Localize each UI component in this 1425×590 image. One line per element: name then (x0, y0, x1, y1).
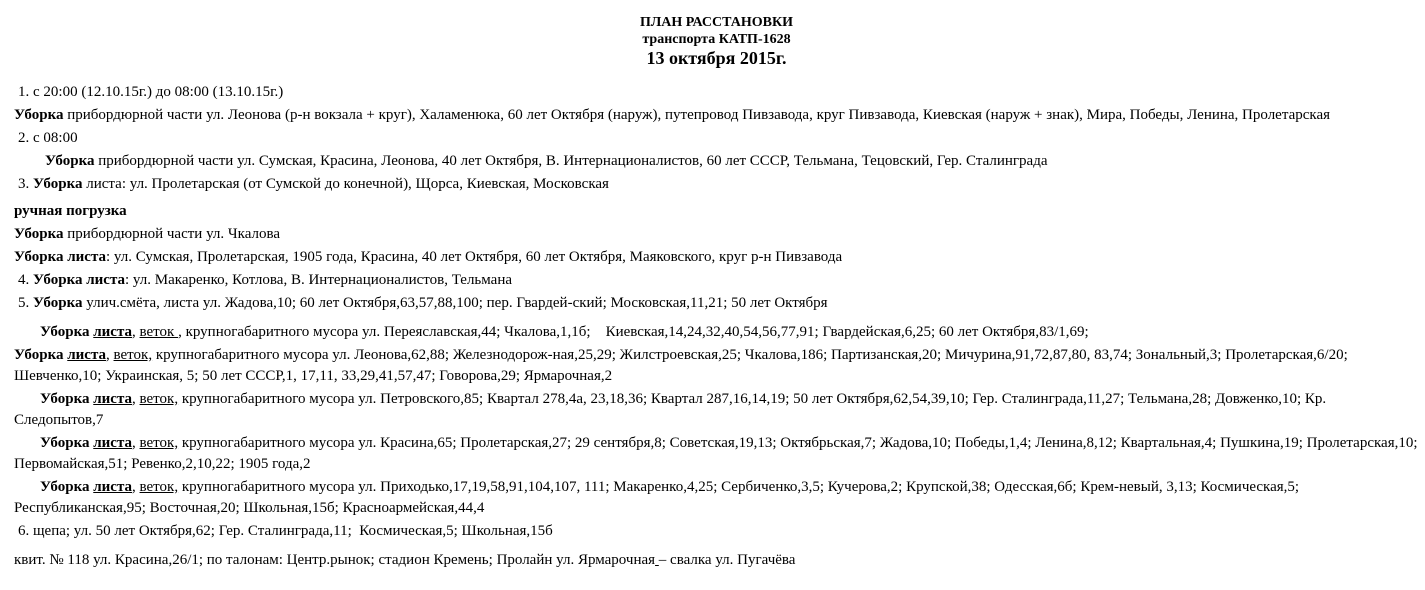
text-line-6: ручная погрузка (14, 203, 127, 219)
text-line-16: 6. щепа; ул. 50 лет Октября,62; Гер. Сталинграда,11; Космическая,5; Школьная,15б (18, 523, 553, 539)
text-line-11: Уборка листа, веток , крупногабаритного мусора ул. Переяславская,44; Чкалова,1,1б; Киевская,14,24,32,40,54,56,77,91; Гвардейская,6,25; 60 лет Октября,83/1,69; (40, 324, 1089, 340)
text-line-17: квит. № 118 ул. Красина,26/1; по талонам: Центр.рынок; стадион Кремень; Пролайн ул. Ярмарочная – свалка ул. Пугачёва (14, 552, 796, 568)
text-line-3: 2. с 08:00 (18, 130, 78, 146)
text-line-2: Уборка прибордюрной части ул. Леонова (р-н вокзала + круг), Халаменюка, 60 лет Октября (наруж), путепровод Пивзавода, круг Пивзавода, Киевская (наруж + знак), Мира, Победы, Ленина, Пролетарская (14, 107, 1331, 123)
title-line-1: ПЛАН РАССТАНОВКИ (639, 15, 794, 30)
text-line-13: Уборка листа, веток, крупногабаритного мусора ул. Петровского,85; Квартал 278,4а, 23,18,36; Квартал 287,16,14,19; 50 лет Октября,62,54,39,10; Гер. Сталинграда,11,27; Тельмана,28; Довженко,10; Кр. Следопытов,7 (14, 391, 1330, 428)
document-body (14, 82, 1422, 571)
text-line-5: 3. Уборка листа: ул. Пролетарская (от Сумской до конечной), Щорса, Киевская, Московская (18, 176, 609, 192)
text-line-12: Уборка листа, веток, крупногабаритного мусора ул. Леонова,62,88; Железнодорож-ная,25,29; Жилстроевская,25; Чкалова,186; Партизанская,20; Мичурина,91,72,87,80, 83,74; Зональный,3; Пролетарская,6/20; Шевченко,10; Украинская, 5; 50 лет СССР,1, 17,11, 33,29,41,57,47; Говорова,29; Ярмарочная,2 (14, 347, 1352, 384)
text-line-9: 4. Уборка листа: ул. Макаренко, Котлова, В. Интернационалистов, Тельмана (18, 272, 513, 288)
text-line-7: Уборка прибордюрной части ул. Чкалова (14, 226, 281, 242)
text-line-1: 1. с 20:00 (12.10.15г.) до 08:00 (13.10.15г.) (18, 84, 284, 100)
text-line-4: Уборка прибордюрной части ул. Сумская, Красина, Леонова, 40 лет Октября, В. Интернационалистов, 60 лет СССР, Тельмана, Тецовский, Гер. Сталинграда (45, 153, 1048, 169)
text-line-15: Уборка листа, веток, крупногабаритного мусора ул. Приходько,17,19,58,91,104,107, 111; Макаренко,4,25; Сербиченко,3,5; Кучерова,2; Крупской,38; Одесская,6б; Крем-невый, 3,13; Космическая,5; Республиканская,95; Восточная,20; Школьная,15б; Красноармейская,44,4 (14, 479, 1303, 516)
document-title (14, 14, 1419, 69)
title-line-3: 13 октября 2015г. (646, 48, 787, 68)
title-line-2: транспорта КАТП-1628 (642, 32, 791, 47)
text-line-10: 5. Уборка улич.смёта, листа ул. Жадова,10; 60 лет Октября,63,57,88,100; пер. Гвардей-ский; Московская,11,21; 50 лет Октября (18, 295, 828, 311)
text-line-14: Уборка листа, веток, крупногабаритного мусора ул. Красина,65; Пролетарская,27; 29 сентября,8; Советская,19,13; Октябрьская,7; Жадова,10; Победы,1,4; Ленина,8,12; Квартальная,4; Пушкина,19; Пролетарская,10; Первомайская,51; Ревенко,2,10,22; 1905 года,2 (14, 435, 1422, 472)
text-line-8: Уборка листа: ул. Сумская, Пролетарская, 1905 года, Красина, 40 лет Октября, 60 лет Октября, Маяковского, круг р-н Пивзавода (14, 249, 843, 265)
